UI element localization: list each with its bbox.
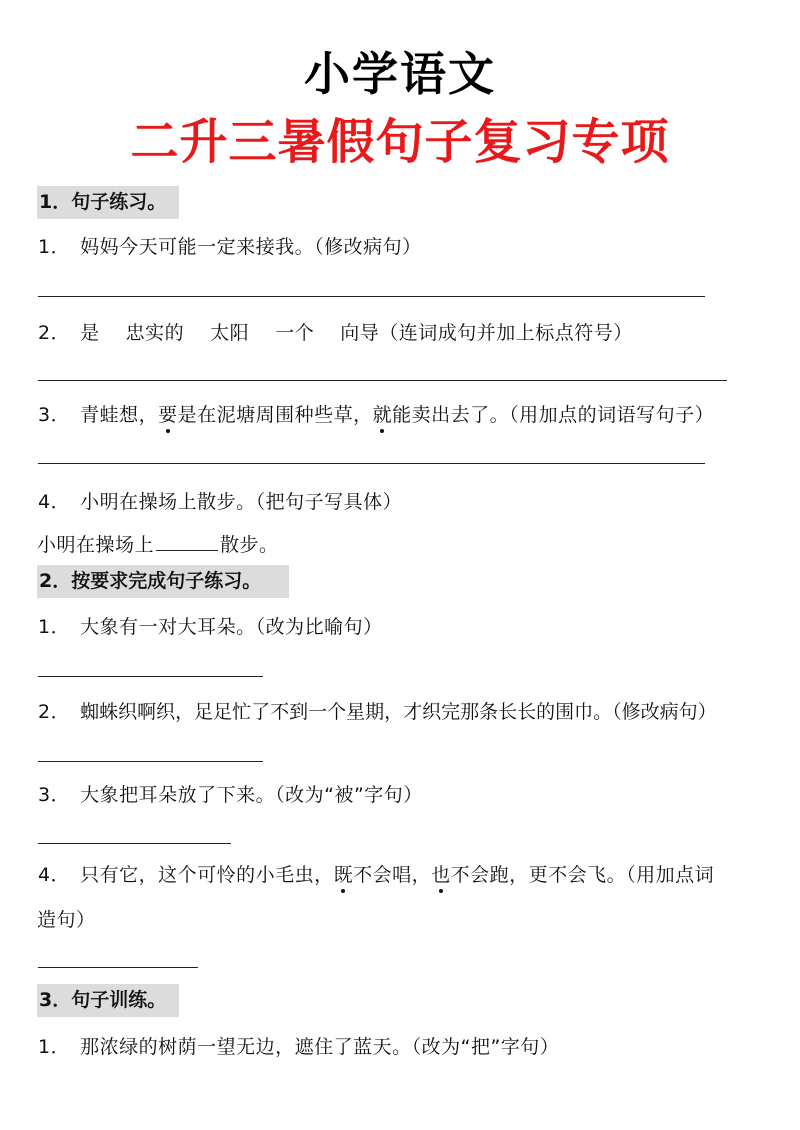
question-text-part: 造句） xyxy=(37,909,96,931)
fill-blank[interactable] xyxy=(156,549,218,551)
question-3-1 xyxy=(38,1032,559,1059)
fill-text-after: 散步。 xyxy=(220,534,279,556)
question-number: 2． xyxy=(38,322,71,344)
answer-line[interactable] xyxy=(38,380,727,381)
question-text-part: 是在泥塘周围种些草， xyxy=(177,404,373,426)
question-1-2 xyxy=(38,318,633,345)
question-number: 4． xyxy=(38,864,71,886)
question-2-2 xyxy=(38,697,717,724)
fill-in-sentence xyxy=(37,530,279,557)
answer-line[interactable] xyxy=(38,843,231,844)
question-2-1 xyxy=(38,612,383,639)
question-number: 3． xyxy=(38,404,71,426)
question-text-part: 能卖出去了。（用加点的词语写句子） xyxy=(392,404,715,426)
question-1-1 xyxy=(38,232,422,259)
question-2-3 xyxy=(38,780,423,807)
question-text: 那浓绿的树荫一望无边，遮住了蓝天。（改为“把”字句） xyxy=(80,1036,560,1058)
question-text-part: 青蛙想， xyxy=(80,404,159,426)
question-2-4 xyxy=(38,860,714,887)
question-2-4-continued xyxy=(37,905,96,932)
question-text: 大象有一对大耳朵。（改为比喻句） xyxy=(80,616,383,638)
question-1-4 xyxy=(38,487,402,514)
question-text-part: 不会跑，更不会飞。（用加点词 xyxy=(450,864,715,886)
question-text: 蜘蛛织啊织，足足忙了不到一个星期，才织完那条长长的围巾。（修改病句） xyxy=(80,701,717,723)
answer-line[interactable] xyxy=(38,463,705,464)
page-subtitle: 二升三暑假句子复习专项 xyxy=(130,114,670,170)
question-number: 4． xyxy=(38,491,71,513)
question-text: 是 忠实的 太阳 一个 向导（连词成句并加上标点符号） xyxy=(80,322,633,344)
dotted-word: 就 xyxy=(373,400,393,427)
page-title: 小学语文 xyxy=(304,47,496,101)
question-number: 1． xyxy=(38,1036,71,1058)
question-text: 小明在操场上散步。（把句子写具体） xyxy=(80,491,403,513)
question-number: 1． xyxy=(38,616,71,638)
question-text-part: 只有它，这个可怜的小毛虫， xyxy=(80,864,334,886)
section-heading-1: 1．句子练习。 xyxy=(37,186,179,219)
section-heading-2: 2．按要求完成句子练习。 xyxy=(37,565,289,598)
fill-text-before: 小明在操场上 xyxy=(37,534,155,556)
dotted-word: 要 xyxy=(158,400,178,427)
question-number: 1． xyxy=(38,236,71,258)
dotted-word: 也 xyxy=(431,860,451,887)
question-text: 妈妈今天可能一定来接我。（修改病句） xyxy=(80,236,422,258)
question-1-3 xyxy=(38,400,714,427)
dotted-word: 既 xyxy=(334,860,354,887)
question-number: 3． xyxy=(38,784,71,806)
answer-line[interactable] xyxy=(38,967,198,968)
question-text: 大象把耳朵放了下来。（改为“被”字句） xyxy=(80,784,423,806)
answer-line[interactable] xyxy=(38,676,263,677)
question-text-part: 不会唱， xyxy=(353,864,432,886)
section-heading-3: 3．句子训练。 xyxy=(37,984,179,1017)
answer-line[interactable] xyxy=(38,761,263,762)
question-number: 2． xyxy=(38,701,71,723)
answer-line[interactable] xyxy=(38,296,705,297)
